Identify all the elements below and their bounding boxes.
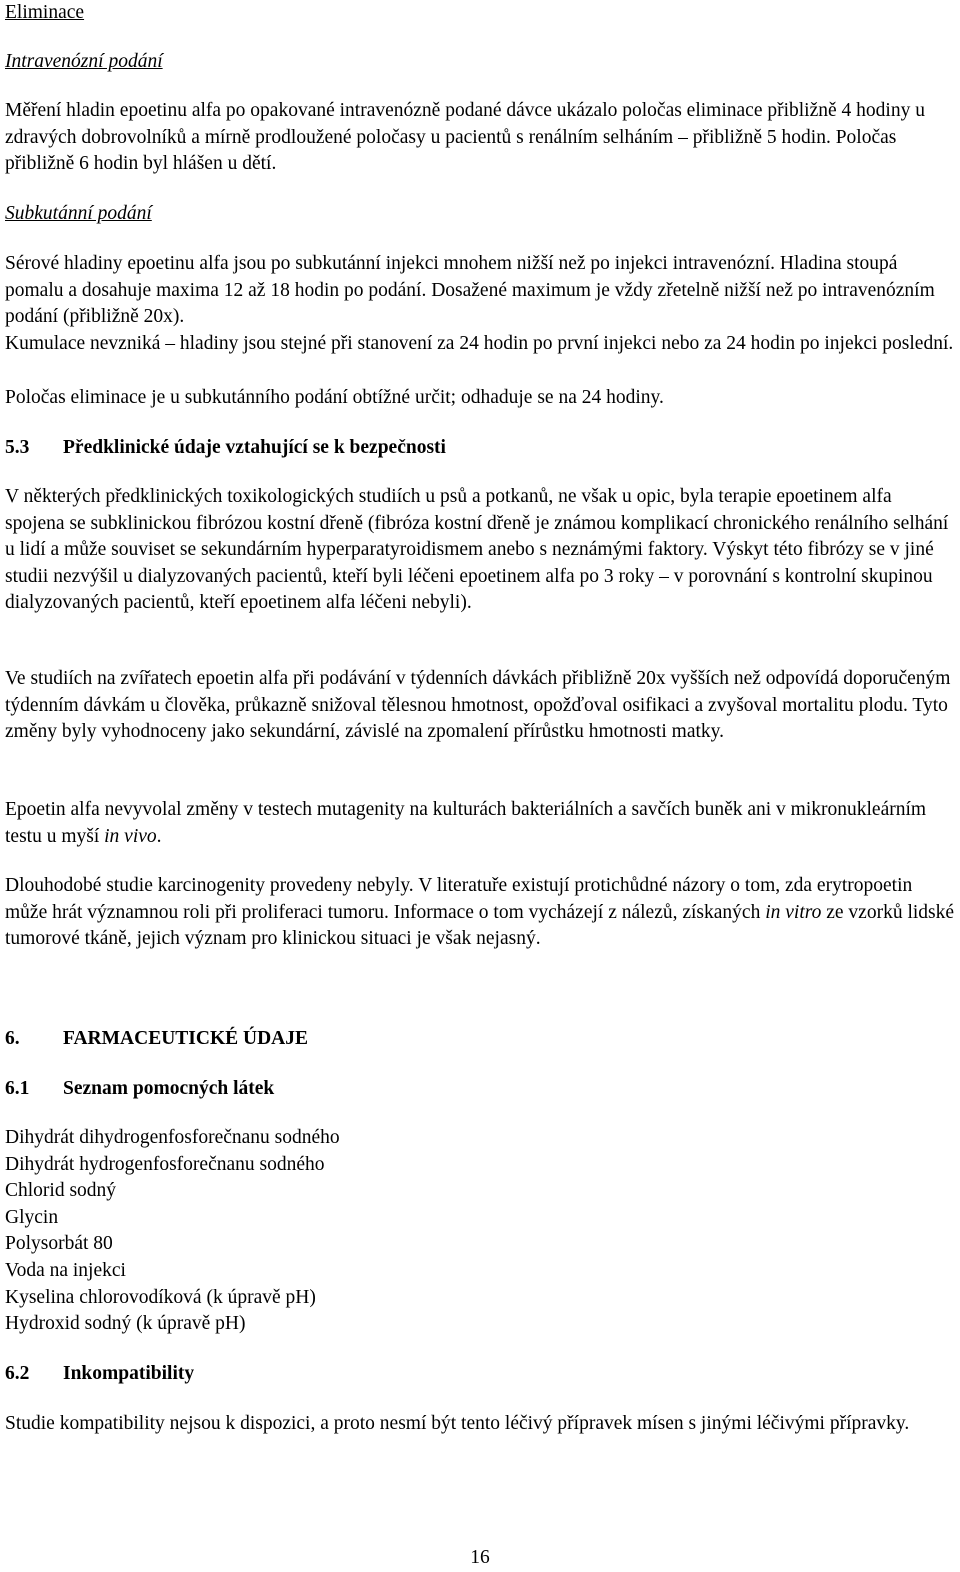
section-number: 6.2 <box>5 1363 30 1384</box>
sc-heading: Subkutánní podání <box>5 203 152 224</box>
section-number: 6. <box>5 1028 20 1049</box>
section-number: 6.1 <box>5 1078 30 1099</box>
italic-term: in vitro <box>765 901 822 923</box>
text-run: ze vzorků lidské tumorové tkáně, jejich význam pro klinickou situaci je však nejasný. <box>5 901 955 950</box>
section-6-1-heading <box>5 1076 955 1103</box>
preclinical-paragraph-3 <box>5 797 955 850</box>
elimination-heading: Eliminace <box>5 2 85 23</box>
section-6-heading <box>5 1026 955 1053</box>
sc-text-2: Kumulace nevzniká – hladiny jsou stejné při stanovení za 24 hodin po první injekci nebo za 24 hodin po injekci poslední. <box>5 333 954 354</box>
section-title: Seznam pomocných látek <box>63 1078 275 1099</box>
preclinical-paragraph-1: V některých předklinických toxikologických studiích u psů a potkanů, ne však u opic, byla terapie epoetinem alfa spojena se subklinickou fibrózou kostní dřeně (fibróza kostní dřeně je známou komplikací chronického renálního selhání u lidí a může souviset se sekundárním hyperparatyroidismem anebo s neznámými faktory. Výskyt této fibrózy se v jiné studii nezvýšil u dialyzovaných pacientů, kteří byli léčeni epoetinem alfa po 3 roky – v porovnání s kontrolní skupinou dialyzovaných pacientů, kteří epoetinem alfa léčeni nebyli). <box>5 486 949 614</box>
list-item: Voda na injekci <box>5 1259 126 1281</box>
sc-text-3: Poločas eliminace je u subkutánního podání obtížné určit; odhaduje se na 24 hodiny. <box>5 387 664 408</box>
section-title: Předklinické údaje vztahující se k bezpečnosti <box>63 437 446 458</box>
iv-text: Měření hladin epoetinu alfa po opakované intravenózně podané dávce ukázalo poločas eliminace přibližně 4 hodiny u zdravých dobrovolníků a mírně prodloužené poločasy u pacientů s renálním selháním – přibližně 5 hodin. Poločas přibližně 6 hodin byl hlášen u dětí. <box>5 100 925 175</box>
preclinical-paragraph-4 <box>5 873 955 953</box>
section-6-2-heading <box>5 1361 955 1388</box>
section-5-3-heading <box>5 435 955 462</box>
text-run: Epoetin alfa nevyvolal změny v testech mutagenity na kulturách bakteriálních a savčích buněk ani v mikronukleárním testu u myší <box>5 799 927 847</box>
italic-term: in vivo <box>104 825 157 847</box>
list-item: Polysorbát 80 <box>5 1233 113 1255</box>
list-item: Hydroxid sodný (k úpravě pH) <box>5 1313 246 1335</box>
section-title: FARMACEUTICKÉ ÚDAJE <box>63 1028 309 1049</box>
text-run: Dlouhodobé studie karcinogenity provedeny nebyly. V literatuře existují protichůdné názory o tom, zda erytropoetin může hrát významnou roli při proliferaci tumoru. Informace o tom vycházejí z nálezů, získaných <box>5 875 913 923</box>
list-item: Dihydrát dihydrogenfosforečnanu sodného <box>5 1127 340 1148</box>
list-item: Chlorid sodný <box>5 1180 117 1202</box>
list-item: Kyselina chlorovodíková (k úpravě pH) <box>5 1286 316 1308</box>
list-item: Glycin <box>5 1206 59 1228</box>
list-item: Dihydrát hydrogenfosforečnanu sodného <box>5 1153 325 1175</box>
excipient-list <box>5 1125 955 1338</box>
page-number: 16 <box>470 1547 490 1568</box>
section-number: 5.3 <box>5 437 30 458</box>
incompatibility-text: Studie kompatibility nejsou k dispozici, a proto nesmí být tento léčivý přípravek mísen s jinými léčivými přípravky. <box>5 1413 910 1434</box>
preclinical-paragraph-2: Ve studiích na zvířatech epoetin alfa při podávání v týdenních dávkách přibližně 20x vyšších než odpovídá doporučeným týdenním dávkám u člověka, průkazně snižoval tělesnou hmotnost, opožďoval osifikaci a zvyšoval mortalitu plodu. Tyto změny byly vyhodnoceny jako sekundární, závislé na zpomalení přírůstku hmotnosti matky. <box>5 668 951 743</box>
section-title: Inkompatibility <box>63 1363 195 1384</box>
iv-heading: Intravenózní podání <box>5 51 163 72</box>
text-run: . <box>156 825 162 847</box>
sc-text-1: Sérové hladiny epoetinu alfa jsou po subkutánní injekci mnohem nižší než po injekci intravenózní. Hladina stoupá pomalu a dosahuje maxima 12 až 18 hodin po podání. Dosažené maximum je vždy zřetelně nižší než po intravenózním podání (přibližně 20x). <box>5 253 935 328</box>
